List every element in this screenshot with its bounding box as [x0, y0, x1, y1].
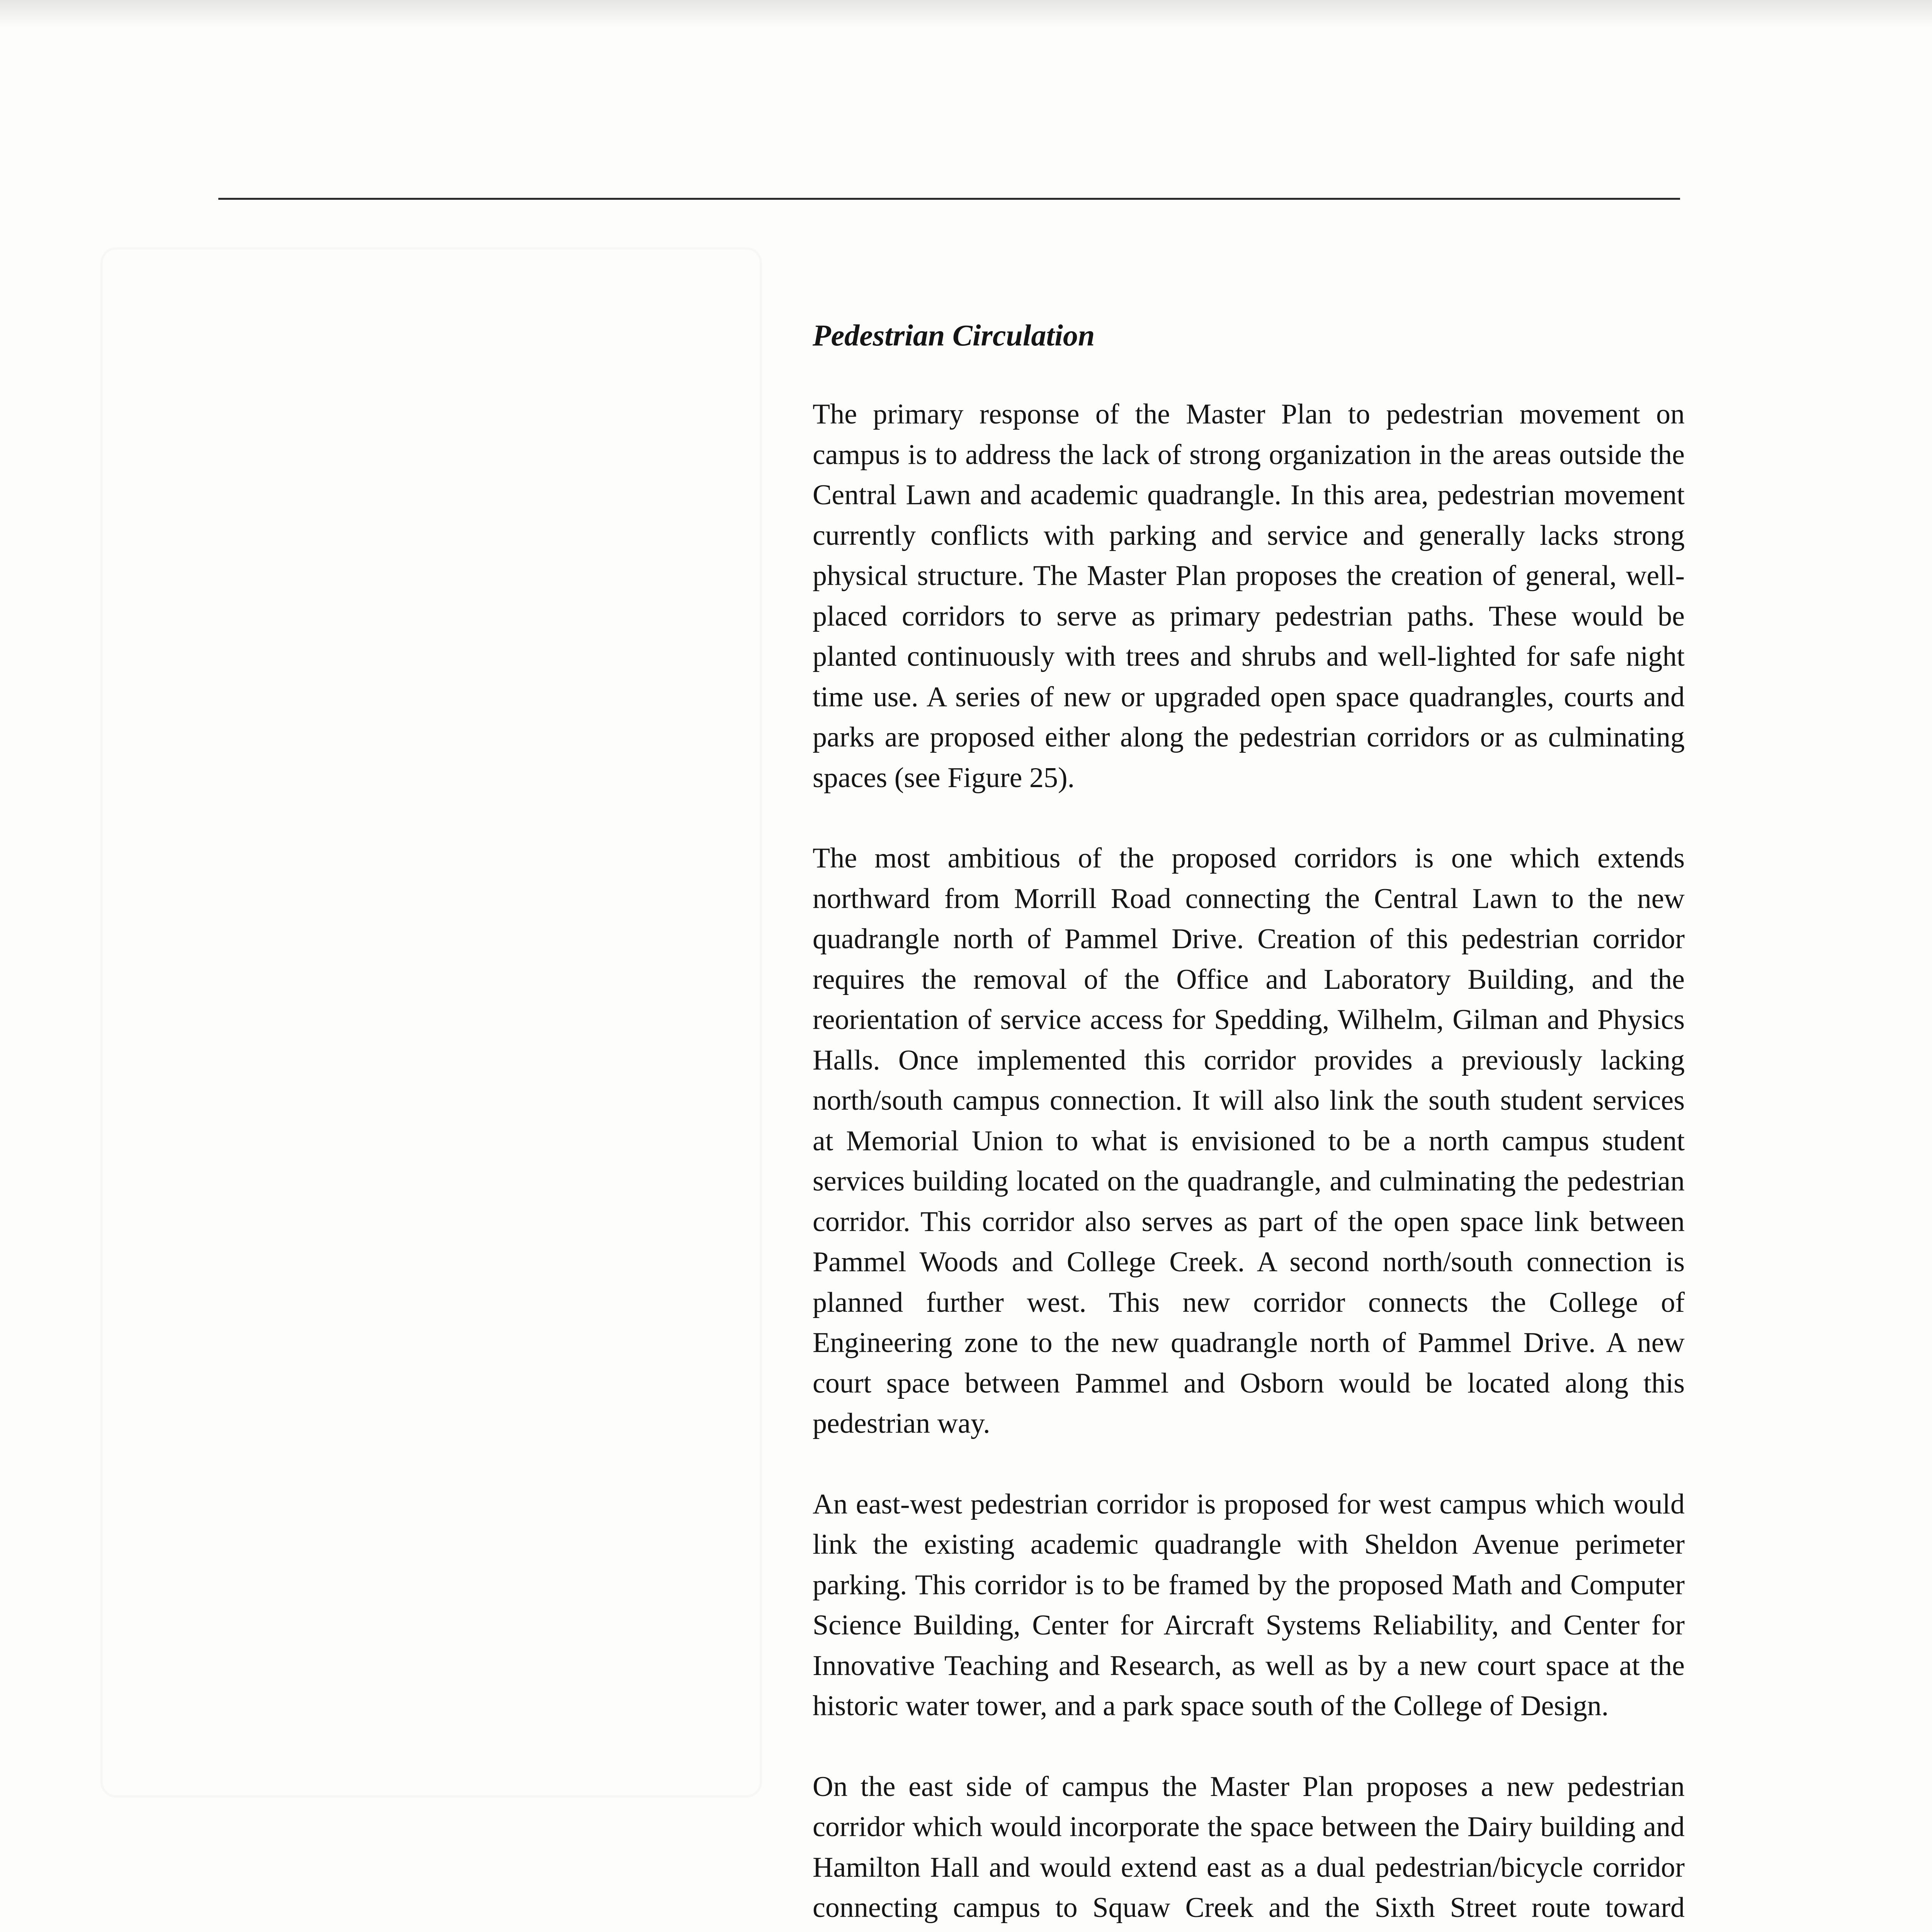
paragraph-1: The primary response of the Master Plan to pedestrian movement on campus is to address the lack of strong organization in the areas outside the Central Lawn and academic quadrangle. In this area, pedestrian movement currently conflicts with parking and service and generally lacks strong physical structure. The Master Plan proposes the creation of general, well-placed corridors to serve as primary pedestrian paths. These would be planted continuously with trees and shrubs and well-lighted for safe night time use. A series of new or upgraded open space quadrangles, courts and parks are proposed either along the pedestrian corridors or as culminating spaces (see Figure 25). [813, 398, 1685, 794]
show-through-ghost [100, 247, 762, 1798]
paragraph-4: On the east side of campus the Master Plan proposes a new pedestrian corridor which would incorporate the space between the Dairy building and Hamilton Hall and would extend east as a dual pedestrian/bicycle corridor connecting campus to Squaw Creek and the Sixth Street route toward [813, 1770, 1685, 1923]
section-heading: Pedestrian Circulation [813, 318, 1095, 352]
scan-shadow [0, 0, 1932, 27]
paragraph-3: An east-west pedestrian corridor is proposed for west campus which would link the existing academic quadrangle with Sheldon Avenue perimeter parking. This corridor is to be framed by the proposed Math and Computer Science Building, Center for Aircraft Systems Reliability, and Center for Innovative Teaching and Research, as well as by a new court space at the historic water tower, and a park space south of the College of Design. [813, 1488, 1685, 1722]
paragraph-2: The most ambitious of the proposed corridors is one which extends northward from Morrill Road connecting the Central Lawn to the new quadrangle north of Pammel Drive. Creation of this pedestrian corridor requires the removal of the Office and Laboratory Building, and the reorientation of service access for Spedding, Wilhelm, Gilman and Physics Halls. Once implemented this corridor provides a previously lacking north/south campus connection. It will also link the south student services at Memorial Union to what is envisioned to be a north campus student services building located on the quadrangle, and culminating the pedestrian corridor. This corridor also serves as part of the open space link between Pammel Woods and College Creek. A second north/south connection is planned further west. This new corridor connects the College of Engineering zone to the new quadrangle north of Pammel Drive. A new court space between Pammel and Osborn would be located along this pedestrian way. [813, 842, 1685, 1439]
body-text [813, 394, 1685, 1932]
header-rule [218, 198, 1680, 200]
